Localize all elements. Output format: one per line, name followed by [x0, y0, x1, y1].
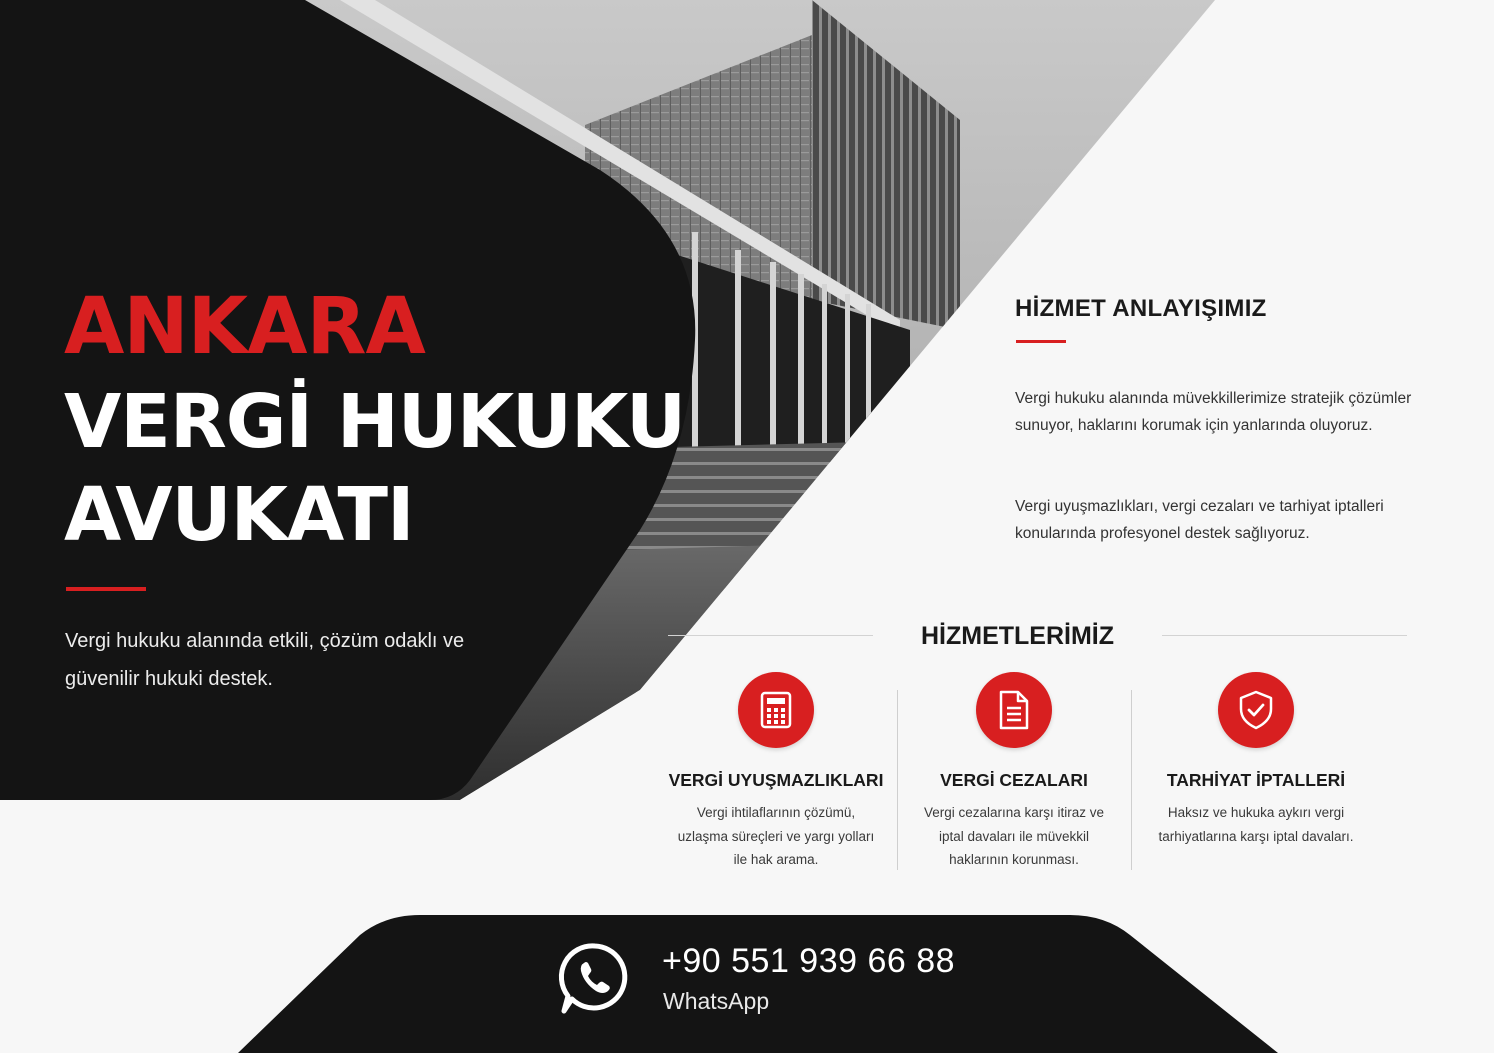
service-desc: Vergi cezalarına karşı itiraz ve iptal davaları ile müvekkil haklarının korunması.	[923, 805, 1105, 867]
approach-title: HİZMET ANLAYIŞIMIZ	[1015, 295, 1267, 322]
service-card-tax-disputes[interactable]	[661, 672, 891, 872]
services-divider	[1131, 690, 1132, 870]
service-desc: Haksız ve hukuka aykırı vergi tarhiyatlarına karşı iptal davaları.	[1158, 805, 1354, 844]
services-rule-right	[1162, 635, 1407, 636]
approach-paragraph-2: Vergi uyuşmazlıkları, vergi cezaları ve tarhiyat iptalleri konularında profesyonel destek sağlıyoruz.	[1015, 498, 1384, 542]
hero-tagline: Vergi hukuku alanında etkili, çözüm odaklı ve güvenilir hukuki destek.	[65, 630, 465, 690]
hero-title-line2: AVUKATI	[64, 472, 414, 558]
document-icon	[976, 672, 1052, 748]
service-name: TARHİYAT İPTALLERİ	[1166, 770, 1346, 790]
services-rule-left	[668, 635, 873, 636]
services-divider	[897, 690, 898, 870]
services-title: HİZMETLERİMİZ	[920, 622, 1115, 650]
hero-accent-bar	[66, 587, 146, 591]
calculator-icon	[738, 672, 814, 748]
service-name: VERGİ UYUŞMAZLIKLARI	[668, 770, 884, 790]
whatsapp-icon[interactable]	[558, 941, 632, 1015]
whatsapp-label: WhatsApp	[663, 988, 770, 1014]
service-card-assessment-cancellation[interactable]	[1141, 672, 1371, 848]
hero-title-line1: VERGİ HUKUKU	[64, 379, 686, 465]
phone-number[interactable]: +90 551 939 66 88	[662, 942, 956, 980]
approach-paragraph-1: Vergi hukuku alanında müvekkillerimize stratejik çözümler sunuyor, haklarını korumak için yanlarında oluyoruz.	[1015, 390, 1412, 434]
service-desc: Vergi ihtilaflarının çözümü, uzlaşma süreçleri ve yargı yolları ile hak arama.	[677, 805, 875, 867]
shield-check-icon	[1218, 672, 1294, 748]
service-card-tax-penalties[interactable]	[899, 672, 1129, 872]
service-name: VERGİ CEZALARI	[940, 770, 1088, 790]
approach-accent-bar	[1016, 340, 1066, 343]
hero-city: ANKARA	[64, 282, 425, 372]
footer-band	[238, 915, 1278, 1053]
